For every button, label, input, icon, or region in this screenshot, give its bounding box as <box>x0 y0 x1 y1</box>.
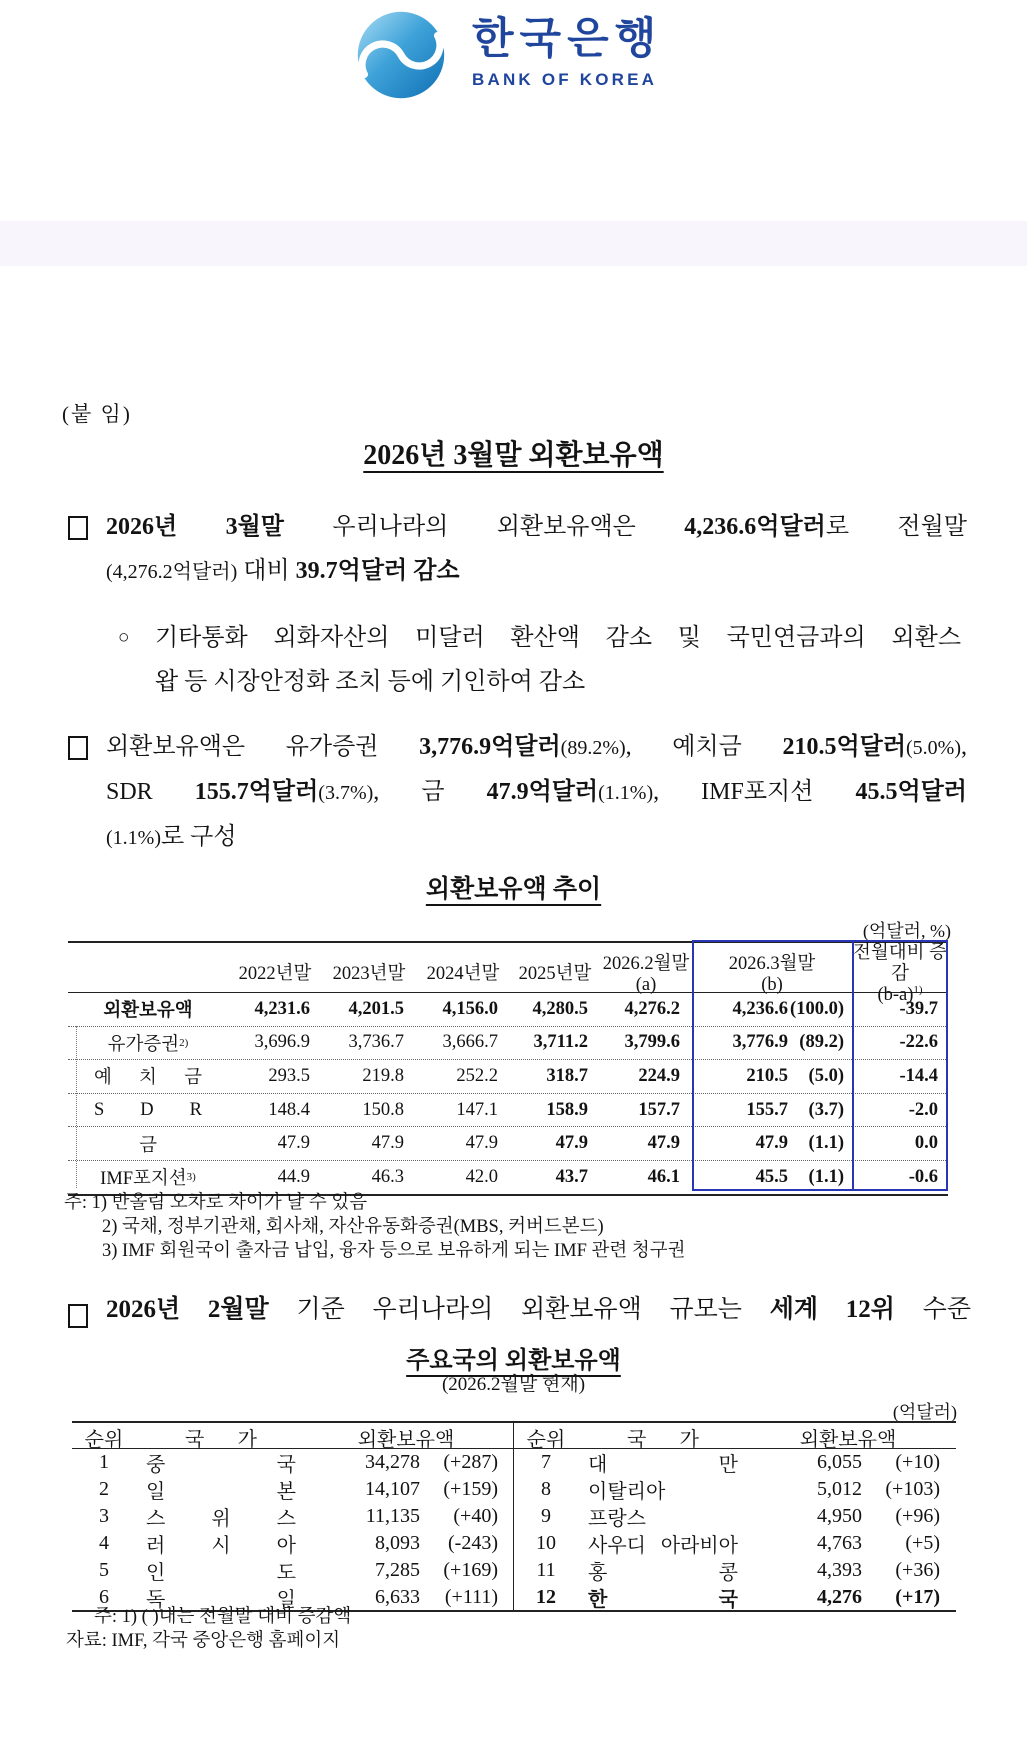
table-row <box>514 1448 956 1475</box>
paragraph-world-rank <box>68 1293 971 1338</box>
footnote-line: 3) IMF 회원국이 출자금 납입, 융자 등으로 보유하게 되는 IMF 관련 청구권 <box>102 1241 686 1261</box>
current-month-value: 155.7 <box>746 1099 788 1120</box>
text-segment: (89.2%) <box>560 737 626 759</box>
country-name: 대 만 <box>588 1454 738 1476</box>
value-cell: 219.8 <box>362 1065 404 1086</box>
value-cell: 46.3 <box>371 1166 404 1187</box>
table-row <box>514 1556 956 1583</box>
reserves-amount: 6,055 <box>817 1451 862 1473</box>
text-segment: 로 구성 <box>160 824 237 850</box>
table1-title-text: 외환보유액 추이 <box>425 876 602 903</box>
footnote-line: 주: 1) ( )내는 전월말 대비 증감액 <box>94 1607 352 1627</box>
text-segment: (3.7%) <box>318 782 374 804</box>
value-cell: 3,696.9 <box>254 1032 310 1053</box>
paragraph-lines <box>106 1293 971 1338</box>
current-month-share: (5.0) <box>808 1065 844 1086</box>
paragraph-line <box>106 815 967 860</box>
change-value: -14.4 <box>899 1065 938 1086</box>
reserves-change: (+5) <box>905 1532 940 1554</box>
row-label: IMF포지션 3) <box>68 1161 228 1194</box>
paragraph-line <box>106 770 967 815</box>
current-month-share: (1.1) <box>808 1166 844 1187</box>
reserves-amount: 8,093 <box>375 1532 420 1554</box>
reserves-amount: 4,763 <box>817 1532 862 1554</box>
text-segment: 기준 우리나라의 외환보유액 규모는 <box>268 1296 770 1323</box>
table1-header-2023: 2023년말 <box>332 964 406 984</box>
value-cell: 47.9 <box>647 1133 680 1154</box>
table2-header-rank: 순위 <box>526 1429 566 1451</box>
table-row <box>514 1475 956 1502</box>
text-segment: SDR <box>106 779 195 805</box>
text-segment: 기타통화 외화자산의 미달러 환산액 감소 및 국민연금과의 외환스 <box>155 625 961 651</box>
reserves-change: (+111) <box>444 1586 498 1608</box>
country-name: 이탈리아 <box>588 1481 666 1503</box>
major-countries-table <box>72 1421 956 1612</box>
table1-title <box>0 875 1027 905</box>
reserves-change: (+287) <box>443 1451 498 1473</box>
row-label <box>68 1060 228 1093</box>
rank-cell: 4 <box>99 1532 109 1554</box>
reserves-amount: 34,278 <box>365 1451 420 1473</box>
text-segment: 210.5억달러 <box>782 734 907 760</box>
current-month-value: 47.9 <box>755 1133 788 1154</box>
table2-title <box>0 1346 1027 1376</box>
table1-header-2025: 2025년말 <box>518 964 592 984</box>
text-segment: 47.9억달러 <box>486 779 599 805</box>
table2-body-left <box>72 1448 514 1610</box>
country-cell <box>136 1475 306 1504</box>
table-row <box>68 993 948 1026</box>
table-row <box>72 1448 514 1475</box>
value-cell: 46.1 <box>647 1166 680 1187</box>
reserves-amount: 7,285 <box>375 1559 420 1581</box>
rank-cell: 10 <box>536 1532 556 1554</box>
value-cell: 4,280.5 <box>532 998 588 1019</box>
value-cell: 4,156.0 <box>442 998 498 1019</box>
paragraph-line <box>155 660 961 704</box>
table2-header-country: 국 가 <box>185 1429 257 1451</box>
paragraph-reserves-summary <box>68 505 967 594</box>
current-month-share: (1.1) <box>808 1133 844 1154</box>
rank-cell: 1 <box>99 1451 109 1473</box>
value-cell: 3,666.7 <box>442 1032 498 1053</box>
country-name: 중 국 <box>146 1454 296 1476</box>
text-segment: (4,276.2억달러) <box>106 561 238 583</box>
text-segment: 수준 <box>894 1296 971 1323</box>
country-cell <box>578 1556 748 1585</box>
reserves-amount: 6,633 <box>375 1586 420 1608</box>
text-segment: , 예치금 <box>625 734 783 760</box>
value-cell: 47.9 <box>277 1133 310 1154</box>
footnote-line: 자료: IMF, 각국 중앙은행 홈페이지 <box>66 1631 341 1651</box>
reserves-change: (+17) <box>895 1586 940 1608</box>
value-cell: 47.9 <box>465 1133 498 1154</box>
reserves-change: (+40) <box>453 1505 498 1527</box>
table-row <box>72 1475 514 1502</box>
table2-footnotes <box>66 1605 351 1653</box>
row-label-text: 외환보유액 <box>103 1001 193 1022</box>
logo-english-name: BANK OF KOREA <box>472 70 658 89</box>
table2-header-country: 국 가 <box>627 1429 699 1451</box>
row-label <box>68 1127 228 1160</box>
country-cell <box>136 1556 306 1585</box>
row-label-text: S D R <box>94 1099 202 1120</box>
rank-cell: 7 <box>541 1451 551 1473</box>
paragraph-lines <box>106 725 967 860</box>
bank-of-korea-logo-icon <box>356 10 446 100</box>
footnote-line: 2) 국채, 정부기관채, 회사채, 자산유동화증권(MBS, 커버드본드) <box>102 1217 604 1237</box>
table1-body <box>68 993 948 1194</box>
paragraph-line <box>106 505 967 549</box>
reserves-change: (+10) <box>895 1451 940 1473</box>
circle-bullet-icon: ○ <box>118 627 130 648</box>
text-segment: , IMF포지션 <box>653 779 856 805</box>
reserves-amount: 4,950 <box>817 1505 862 1527</box>
country-cell <box>136 1502 306 1531</box>
change-value: 0.0 <box>914 1133 938 1154</box>
logo-text-block <box>472 16 662 90</box>
country-name: 러 시 아 <box>146 1535 296 1557</box>
current-month-value: 45.5 <box>755 1166 788 1187</box>
reserves-amount: 11,135 <box>365 1505 420 1527</box>
reserves-amount: 14,107 <box>365 1478 420 1500</box>
table2-header-row <box>72 1423 956 1449</box>
reserves-amount: 5,012 <box>817 1478 862 1500</box>
square-bullet-icon <box>68 1293 106 1338</box>
row-label-text: IMF포지션 <box>100 1169 187 1190</box>
reserves-change: (+169) <box>443 1559 498 1581</box>
country-cell <box>136 1448 306 1477</box>
value-cell: 4,231.6 <box>254 998 310 1019</box>
country-cell <box>578 1448 748 1477</box>
rank-cell: 12 <box>536 1586 556 1608</box>
value-cell: 148.4 <box>268 1099 310 1120</box>
table2-header-reserves: 외환보유액 <box>799 1429 897 1451</box>
text-segment: 로 전월말 <box>825 514 967 540</box>
table2-header-rank: 순위 <box>84 1429 124 1451</box>
table2-body-right <box>514 1448 956 1610</box>
current-month-share: (3.7) <box>808 1099 844 1120</box>
value-cell: 3,711.2 <box>533 1032 588 1053</box>
text-segment: 왑 등 시장안정화 조치 등에 기인하여 감소 <box>155 669 586 695</box>
rank-cell: 2 <box>99 1478 109 1500</box>
reserves-amount: 4,276 <box>817 1586 862 1608</box>
current-month-share: (89.2) <box>799 1032 844 1053</box>
value-cell: 293.5 <box>268 1065 310 1086</box>
attachment-label: (붙 임) <box>62 402 132 426</box>
reserves-change: (-243) <box>448 1532 498 1554</box>
reserves-amount: 4,393 <box>817 1559 862 1581</box>
text-segment: 세계 12위 <box>769 1296 895 1323</box>
table1-unit-label: (억달러, %) <box>862 921 951 941</box>
value-cell: 252.2 <box>456 1065 498 1086</box>
row-label-text: 금 <box>139 1135 157 1156</box>
change-value: -39.7 <box>899 998 938 1019</box>
text-segment: (1.1%) <box>598 782 654 804</box>
country-name: 독 일 <box>146 1589 296 1611</box>
country-cell <box>578 1583 748 1612</box>
value-cell: 147.1 <box>456 1099 498 1120</box>
value-cell: 150.8 <box>362 1099 404 1120</box>
table-row <box>72 1529 514 1556</box>
change-value: -0.6 <box>908 1166 938 1187</box>
table1-header-2022: 2022년말 <box>238 964 312 984</box>
value-cell: 4,201.5 <box>348 998 404 1019</box>
table-row <box>68 1059 948 1093</box>
paragraph-decrease-reason <box>118 616 961 704</box>
current-month-share: (100.0) <box>790 998 844 1019</box>
country-name: 인 도 <box>146 1562 296 1584</box>
table-row <box>72 1556 514 1583</box>
paragraph-line <box>106 725 967 770</box>
country-cell <box>578 1475 748 1504</box>
table-row <box>72 1502 514 1529</box>
country-name: 프랑스 <box>588 1508 646 1530</box>
paragraph-lines <box>106 505 967 594</box>
country-name: 스 위 스 <box>146 1508 296 1530</box>
paragraph-line <box>155 616 961 660</box>
table-row <box>68 1026 948 1060</box>
value-cell: 224.9 <box>638 1065 680 1086</box>
table2-subtitle: (2026.2월말 현재) <box>441 1374 586 1395</box>
rank-cell: 8 <box>541 1478 551 1500</box>
rank-cell: 9 <box>541 1505 551 1527</box>
country-cell <box>136 1529 306 1558</box>
text-segment: , <box>961 734 967 760</box>
text-segment: 155.7억달러 <box>194 779 319 805</box>
square-bullet-icon <box>68 505 106 594</box>
text-segment: 3,776.9억달러 <box>419 734 561 760</box>
reserves-change: (+96) <box>895 1505 940 1527</box>
lavender-band <box>0 221 1027 266</box>
row-label-text: 유가증권 <box>107 1034 180 1055</box>
table1-footnotes <box>64 1191 686 1263</box>
country-cell <box>578 1529 748 1558</box>
rank-cell: 5 <box>99 1559 109 1581</box>
text-segment: 45.5억달러 <box>855 779 967 805</box>
table-row <box>68 1160 948 1194</box>
text-segment: 4,236.6억달러 <box>684 514 826 540</box>
value-cell: 157.7 <box>638 1099 680 1120</box>
table1-header-change-line2: $(b-a)^{1)}$ <box>877 983 923 1005</box>
paragraph-composition <box>68 725 967 860</box>
text-segment: (1.1%) <box>106 827 161 849</box>
country-name: 한 국 <box>588 1589 738 1611</box>
table-row <box>514 1502 956 1529</box>
value-cell: 318.7 <box>546 1065 588 1086</box>
row-label-text: 예 치 금 <box>94 1068 202 1089</box>
text-segment: 2026년 2월말 <box>106 1296 269 1323</box>
reserves-change: (+36) <box>895 1559 940 1581</box>
change-value: -22.6 <box>899 1032 938 1053</box>
document-title <box>0 433 1027 473</box>
country-name: 사우디 아라비아 <box>588 1535 738 1557</box>
table1-header-a-line2: (a) <box>635 974 657 995</box>
value-cell: 158.9 <box>546 1099 588 1120</box>
logo-korean-name: 한국은행 <box>472 16 663 63</box>
text-segment: 대비 <box>237 558 296 584</box>
reserves-trend-table <box>68 941 948 1196</box>
text-segment: 2026년 3월말 <box>106 514 284 540</box>
value-cell: 3,799.6 <box>624 1032 680 1053</box>
current-month-value: 3,776.9 <box>732 1032 788 1053</box>
table2-header-right <box>514 1423 956 1451</box>
table2-header-left <box>72 1423 514 1451</box>
text-segment: (5.0%) <box>906 737 961 759</box>
value-cell: 3,736.7 <box>348 1032 404 1053</box>
change-value: -2.0 <box>908 1099 938 1120</box>
text-segment: , 금 <box>373 779 487 805</box>
paragraph-lines <box>155 616 961 704</box>
row-label <box>68 993 228 1026</box>
row-label: 유가증권 2) <box>68 1027 228 1060</box>
table1-header-row <box>68 943 948 1005</box>
table1-header-a-line1: 2026.2월말 <box>602 953 690 974</box>
reserves-change: (+159) <box>443 1478 498 1500</box>
text-segment: 외환보유액은 유가증권 <box>106 734 420 760</box>
reserves-change: (+103) <box>885 1478 940 1500</box>
text-segment: 우리나라의 외환보유액은 <box>283 514 685 540</box>
row-label <box>68 1094 228 1127</box>
country-name: 일 본 <box>146 1481 296 1503</box>
current-month-value: 4,236.6 <box>732 998 788 1019</box>
country-name: 홍 콩 <box>588 1562 738 1584</box>
table1-header-b-line2: (b) <box>761 974 783 995</box>
value-cell: 43.7 <box>555 1166 588 1187</box>
value-cell: 44.9 <box>277 1166 310 1187</box>
rank-cell: 6 <box>99 1586 109 1608</box>
text-segment: 39.7억달러 감소 <box>295 558 460 584</box>
current-month-value: 210.5 <box>746 1065 788 1086</box>
document-title-text: 2026년 3월말 외환보유액 <box>363 440 664 471</box>
footnote-line: 주: 1) 반올림 오차로 차이가 날 수 있음 <box>64 1193 368 1213</box>
table-row <box>514 1529 956 1556</box>
value-cell: 4,276.2 <box>624 998 680 1019</box>
taegeuk-swirl-icon <box>356 10 446 100</box>
table2-title-text: 주요국의 외환보유액 <box>406 1348 621 1374</box>
rank-cell: 11 <box>536 1559 556 1581</box>
value-cell: 47.9 <box>371 1133 404 1154</box>
square-bullet-icon <box>68 725 106 860</box>
table1-header-b-line1: 2026.3월말 <box>728 953 816 974</box>
table-row <box>68 1093 948 1127</box>
table-row <box>68 1126 948 1160</box>
table2-header-reserves: 외환보유액 <box>357 1429 455 1451</box>
rank-cell: 3 <box>99 1505 109 1527</box>
table-row <box>514 1583 956 1610</box>
table1-header-2024: 2024년말 <box>426 964 500 984</box>
table2-unit-label: (억달러) <box>892 1402 957 1422</box>
table1-header-change-line1: 전월대비 증감 <box>853 943 947 984</box>
value-cell: 42.0 <box>465 1166 498 1187</box>
paragraph-line <box>106 1293 971 1327</box>
country-cell <box>578 1502 748 1531</box>
value-cell: 47.9 <box>555 1133 588 1154</box>
paragraph-line <box>106 549 967 594</box>
